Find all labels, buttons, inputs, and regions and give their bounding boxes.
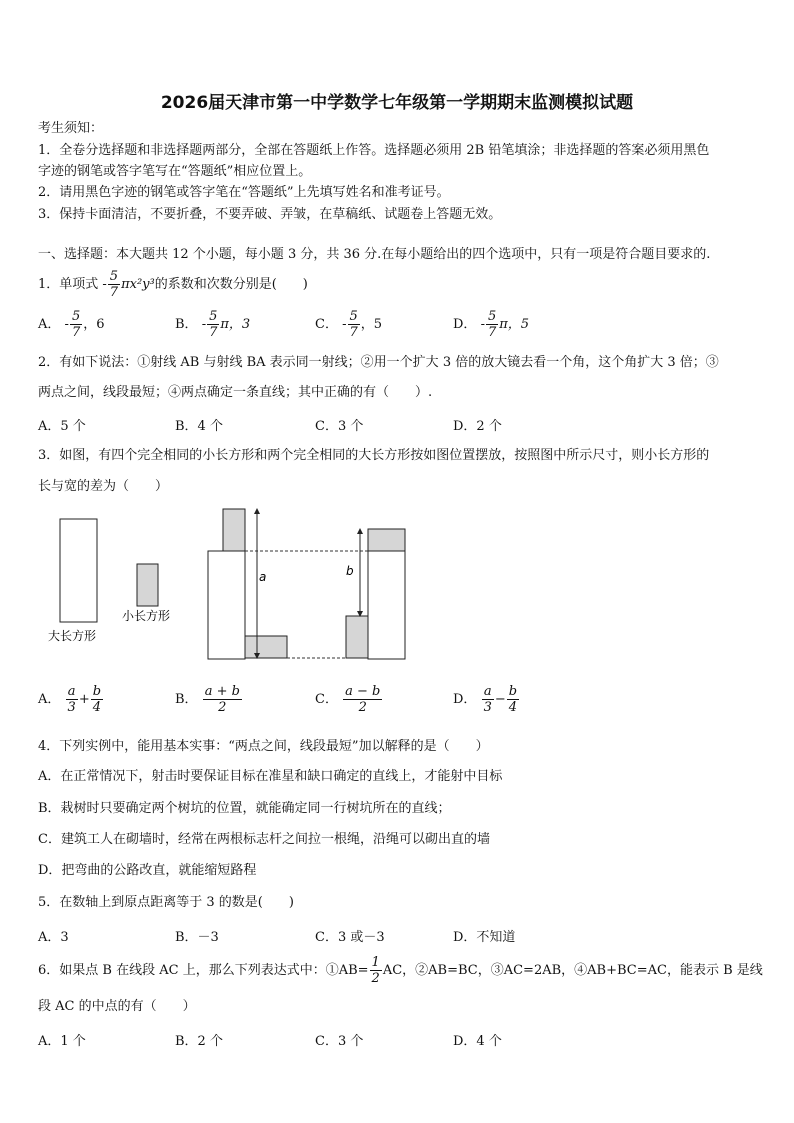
question-4-option-b[interactable]: B．栽树时只要确定两个树坑的位置，就能确定同一行树坑所在的直线； xyxy=(38,801,451,816)
question-5-option-b[interactable]: B．－3 xyxy=(175,930,219,945)
question-2-option-b[interactable]: B．4 个 xyxy=(175,419,223,434)
notice-item: 2．请用黑色字迹的钢笔或答字笔在“答题纸”上先填写姓名和准考证号。 xyxy=(38,185,450,200)
question-3-option-d[interactable]: D． $\frac{a}{3}$ − $\frac{b}{4}$ xyxy=(453,684,518,715)
big-rectangle xyxy=(368,551,405,659)
question-4-option-d[interactable]: D．把弯曲的公路改直，就能缩短路程 xyxy=(38,863,257,878)
small-rectangle xyxy=(368,529,405,551)
question-1-option-b[interactable]: B． - $\frac{5}{7}$ π，3 xyxy=(175,309,251,340)
question-6-option-a[interactable]: A．1 个 xyxy=(38,1034,86,1049)
question-2-option-d[interactable]: D．2 个 xyxy=(453,419,502,434)
small-rectangle xyxy=(346,616,368,658)
notice-item: 1．全卷分选择题和非选择题两部分，全部在答题纸上作答。选择题必须用 2B 铅笔填涂；非选择题的答案必须用黑色 xyxy=(38,143,710,158)
notice-item: 3．保持卡面清洁，不要折叠，不要弄破、弄皱，在草稿纸、试题卷上答题无效。 xyxy=(38,207,502,222)
question-6-option-c[interactable]: C．3 个 xyxy=(315,1034,364,1049)
small-rectangle-label: 小长方形 xyxy=(122,609,171,623)
big-rectangle-label: 大长方形 xyxy=(48,629,97,643)
page-title: 2026届天津市第一中学数学七年级第一学期期末监测模拟试题 xyxy=(160,93,634,113)
big-rectangle xyxy=(60,519,97,622)
question-3-option-b[interactable]: B． $\frac{a + b}{2}$ xyxy=(175,684,240,715)
question-3-option-a[interactable]: A． $\frac{a}{3}$ + $\frac{b}{4}$ xyxy=(38,684,102,715)
question-6-option-d[interactable]: D．4 个 xyxy=(453,1034,502,1049)
question-4-option-c[interactable]: C．建筑工人在砌墙时，经常在两根标志杆之间拉一根绳，沿绳可以砌出直的墙 xyxy=(38,832,490,847)
notice-item: 字迹的钢笔或答字笔写在“答题纸”相应位置上。 xyxy=(38,164,312,179)
question-2-option-c[interactable]: C．3 个 xyxy=(315,419,364,434)
question-3-stem: 长与宽的差为（ ） xyxy=(38,479,169,494)
question-1-stem: 1．单项式 - $\frac{5}{7}$ πx²y³的系数和次数分别是( ) xyxy=(38,269,308,300)
question-3-stem: 3．如图，有四个完全相同的小长方形和两个完全相同的大长方形按如图位置摆放，按照图中所示尺寸，则小长方形的 xyxy=(38,448,710,463)
question-5-option-a[interactable]: A．3 xyxy=(38,930,69,945)
question-2-stem: 2．有如下说法：①射线 AB 与射线 BA 表示同一射线；②用一个扩大 3 倍的放大镜去看一个角，这个角扩大 3 倍；③ xyxy=(38,355,719,370)
small-rectangle xyxy=(137,564,158,606)
question-5-option-d[interactable]: D．不知道 xyxy=(453,930,516,945)
label-a: a xyxy=(259,570,267,584)
big-rectangle xyxy=(208,551,245,659)
question-2-stem: 两点之间，线段最短；④两点确定一条直线；其中正确的有（ ）. xyxy=(38,385,433,400)
fraction: $\frac{5}{7}$ xyxy=(109,269,119,300)
question-1-option-d[interactable]: D． - $\frac{5}{7}$ π，5 xyxy=(453,309,530,340)
notice-heading: 考生须知： xyxy=(38,121,104,136)
question-3-option-c[interactable]: C． $\frac{a - b}{2}$ xyxy=(315,684,381,715)
small-rectangle xyxy=(245,636,287,658)
question-5-option-c[interactable]: C．3 或－3 xyxy=(315,930,385,945)
question-4-option-a[interactable]: A．在正常情况下，射击时要保证目标在准星和缺口确定的直线上，才能射中目标 xyxy=(38,769,503,784)
question-5-stem: 5．在数轴上到原点距离等于 3 的数是( ) xyxy=(38,895,294,910)
question-4-stem: 4．下列实例中，能用基本实事：“两点之间，线段最短”加以解释的是（ ） xyxy=(38,739,489,754)
section-heading: 一、选择题：本大题共 12 个小题，每小题 3 分，共 36 分.在每小题给出的四个选项中，只有一项是符合题目要求的. xyxy=(38,247,711,262)
question-6-stem: 6．如果点 B 在线段 AC 上，那么下列表达式中：①AB= $\frac{1}{2}$ AC，②AB=BC，③AC=2AB，④AB+BC=AC，能表示 B 是线 xyxy=(38,955,763,986)
question-1-option-c[interactable]: C． - $\frac{5}{7}$ ，5 xyxy=(315,309,383,340)
rectangles-figure xyxy=(0,500,794,670)
small-rectangle xyxy=(223,509,245,551)
question-2-option-a[interactable]: A．5 个 xyxy=(38,419,86,434)
label-b: b xyxy=(346,564,354,578)
question-6-option-b[interactable]: B．2 个 xyxy=(175,1034,223,1049)
question-1-option-a[interactable]: A． - $\frac{5}{7}$ ，6 xyxy=(38,309,105,340)
question-6-stem: 段 AC 的中点的有（ ） xyxy=(38,999,196,1014)
